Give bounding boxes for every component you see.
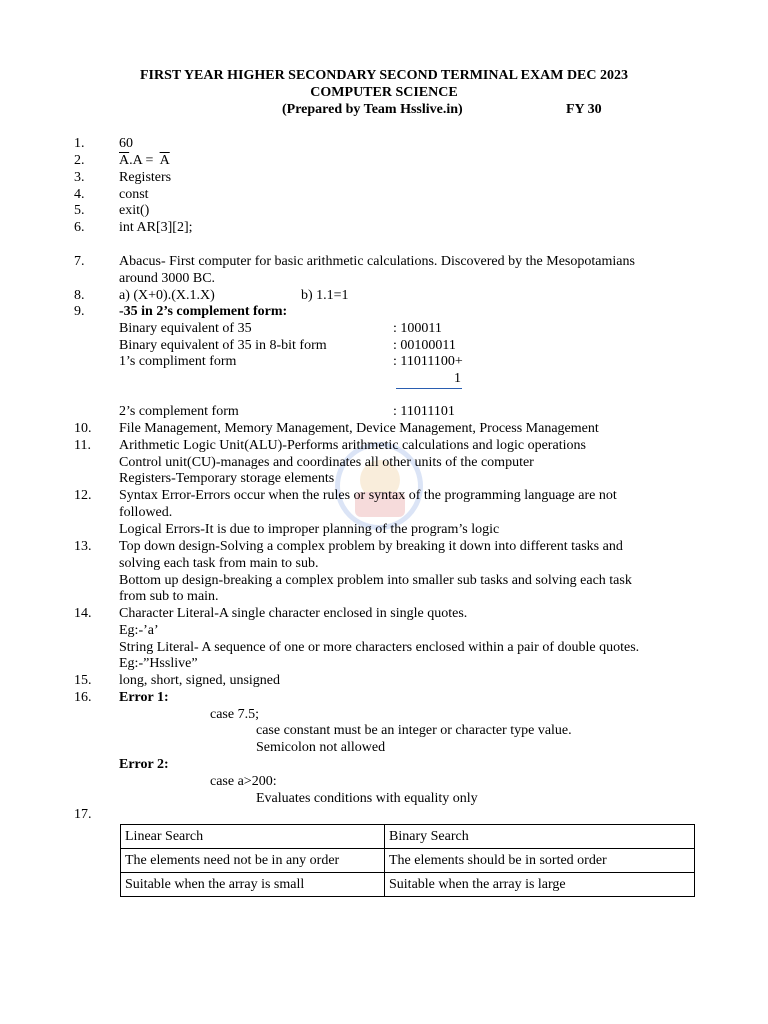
answer-text: Registers	[119, 170, 172, 185]
answer-text: Registers-Temporary storage elements	[119, 471, 335, 486]
answer-number: 11.	[74, 438, 91, 453]
table-cell: Binary Search	[385, 825, 695, 849]
answer-number: 5.	[74, 203, 85, 218]
working-label: Binary equivalent of 35	[119, 321, 252, 336]
working-value: : 11011100+	[393, 354, 463, 369]
table-cell: The elements should be in sorted order	[385, 849, 695, 873]
answer-text: Control unit(CU)-manages and coordinates all other units of the computer	[119, 455, 534, 470]
answer-text: from sub to main.	[119, 589, 219, 604]
answer-text: Character Literal-A single character enclosed in single quotes.	[119, 606, 468, 621]
working-value: : 100011	[393, 321, 442, 336]
search-comparison-table	[120, 824, 695, 897]
answer-text: Syntax Error-Errors occur when the rules or syntax of the programming language are not	[119, 488, 617, 503]
answer-text: const	[119, 187, 149, 202]
working-value: : 11011101	[393, 404, 455, 419]
answer-number: 14.	[74, 606, 92, 621]
error-reason: case constant must be an integer or character type value.	[256, 723, 572, 738]
working-label: 1’s compliment form	[119, 354, 237, 369]
error-heading: Error 1:	[119, 690, 169, 705]
expression-middle: .A =	[129, 153, 160, 168]
prepared-by: (Prepared by Team Hsslive.in)	[282, 102, 463, 117]
answer-number: 6.	[74, 220, 85, 235]
error-heading: Error 2:	[119, 757, 169, 772]
answer-text: Top down design-Solving a complex problem by breaking it down into different tasks and	[119, 539, 623, 554]
error-reason: Semicolon not allowed	[256, 740, 386, 755]
answer-text: exit()	[119, 203, 150, 218]
working-add-one: 1	[454, 371, 461, 386]
answer-text: Abacus- First computer for basic arithmetic calculations. Discovered by the Mesopotamians	[119, 254, 635, 269]
answer-number: 16.	[74, 690, 92, 705]
answer-number: 4.	[74, 187, 85, 202]
working-label: 2’s complement form	[119, 404, 239, 419]
answer-text: b) 1.1=1	[301, 288, 349, 303]
answer-text: followed.	[119, 505, 173, 520]
table-cell: Linear Search	[121, 825, 385, 849]
answer-number: 8.	[74, 288, 85, 303]
exam-title: FIRST YEAR HIGHER SECONDARY SECOND TERMINAL EXAM DEC 2023	[139, 68, 629, 83]
answer-number: 12.	[74, 488, 92, 503]
working-value: : 00100011	[393, 338, 456, 353]
table-cell: Suitable when the array is large	[385, 873, 695, 897]
answer-number: 9.	[74, 304, 85, 319]
overlined-variable: $\overline{A}$	[119, 153, 130, 168]
code-line: case a>200:	[210, 774, 277, 789]
answer-text: around 3000 BC.	[119, 271, 216, 286]
answer-number: 15.	[74, 673, 92, 688]
answer-text: int AR[3][2];	[119, 220, 193, 235]
error-reason: Evaluates conditions with equality only	[256, 791, 478, 806]
answer-number: 17.	[74, 807, 92, 822]
answer-number: 1.	[74, 136, 85, 151]
subject-title: COMPUTER SCIENCE	[310, 85, 458, 100]
sum-underline	[396, 388, 462, 389]
answer-text: solving each task from main to sub.	[119, 556, 319, 571]
answer-text: Arithmetic Logic Unit(ALU)-Performs arithmetic calculations and logic operations	[119, 438, 586, 453]
answer-text: Eg:-’a’	[119, 623, 159, 638]
answer-text: String Literal- A sequence of one or more characters enclosed within a pair of double quotes.	[119, 640, 640, 655]
table-cell: The elements need not be in any order	[121, 849, 385, 873]
table-row	[121, 825, 695, 849]
working-label: Binary equivalent of 35 in 8-bit form	[119, 338, 327, 353]
answer-number: 2.	[74, 153, 85, 168]
table-row	[121, 873, 695, 897]
answer-text: Logical Errors-It is due to improper planning of the program’s logic	[119, 522, 500, 537]
paper-code: FY 30	[566, 102, 602, 117]
answer-text: Bottom up design-breaking a complex problem into smaller sub tasks and solving each task	[119, 573, 632, 588]
answer-number: 7.	[74, 254, 85, 269]
code-line: case 7.5;	[210, 707, 259, 722]
answer-number: 3.	[74, 170, 85, 185]
answer-text: 60	[119, 136, 133, 151]
answer-text: a) (X+0).(X.1.X)	[119, 288, 215, 303]
table-row	[121, 849, 695, 873]
answer-number: 13.	[74, 539, 92, 554]
overlined-variable: $\overline{A}$	[159, 153, 170, 168]
answer-text: Eg:-”Hsslive”	[119, 656, 198, 671]
answer-boolean-expression	[119, 153, 709, 169]
table-cell: Suitable when the array is small	[121, 873, 385, 897]
answer-number: 10.	[74, 421, 92, 436]
answer-text: long, short, signed, unsigned	[119, 673, 280, 688]
answer-heading: -35 in 2’s complement form:	[119, 304, 288, 319]
answer-text: File Management, Memory Management, Device Management, Process Management	[119, 421, 599, 436]
